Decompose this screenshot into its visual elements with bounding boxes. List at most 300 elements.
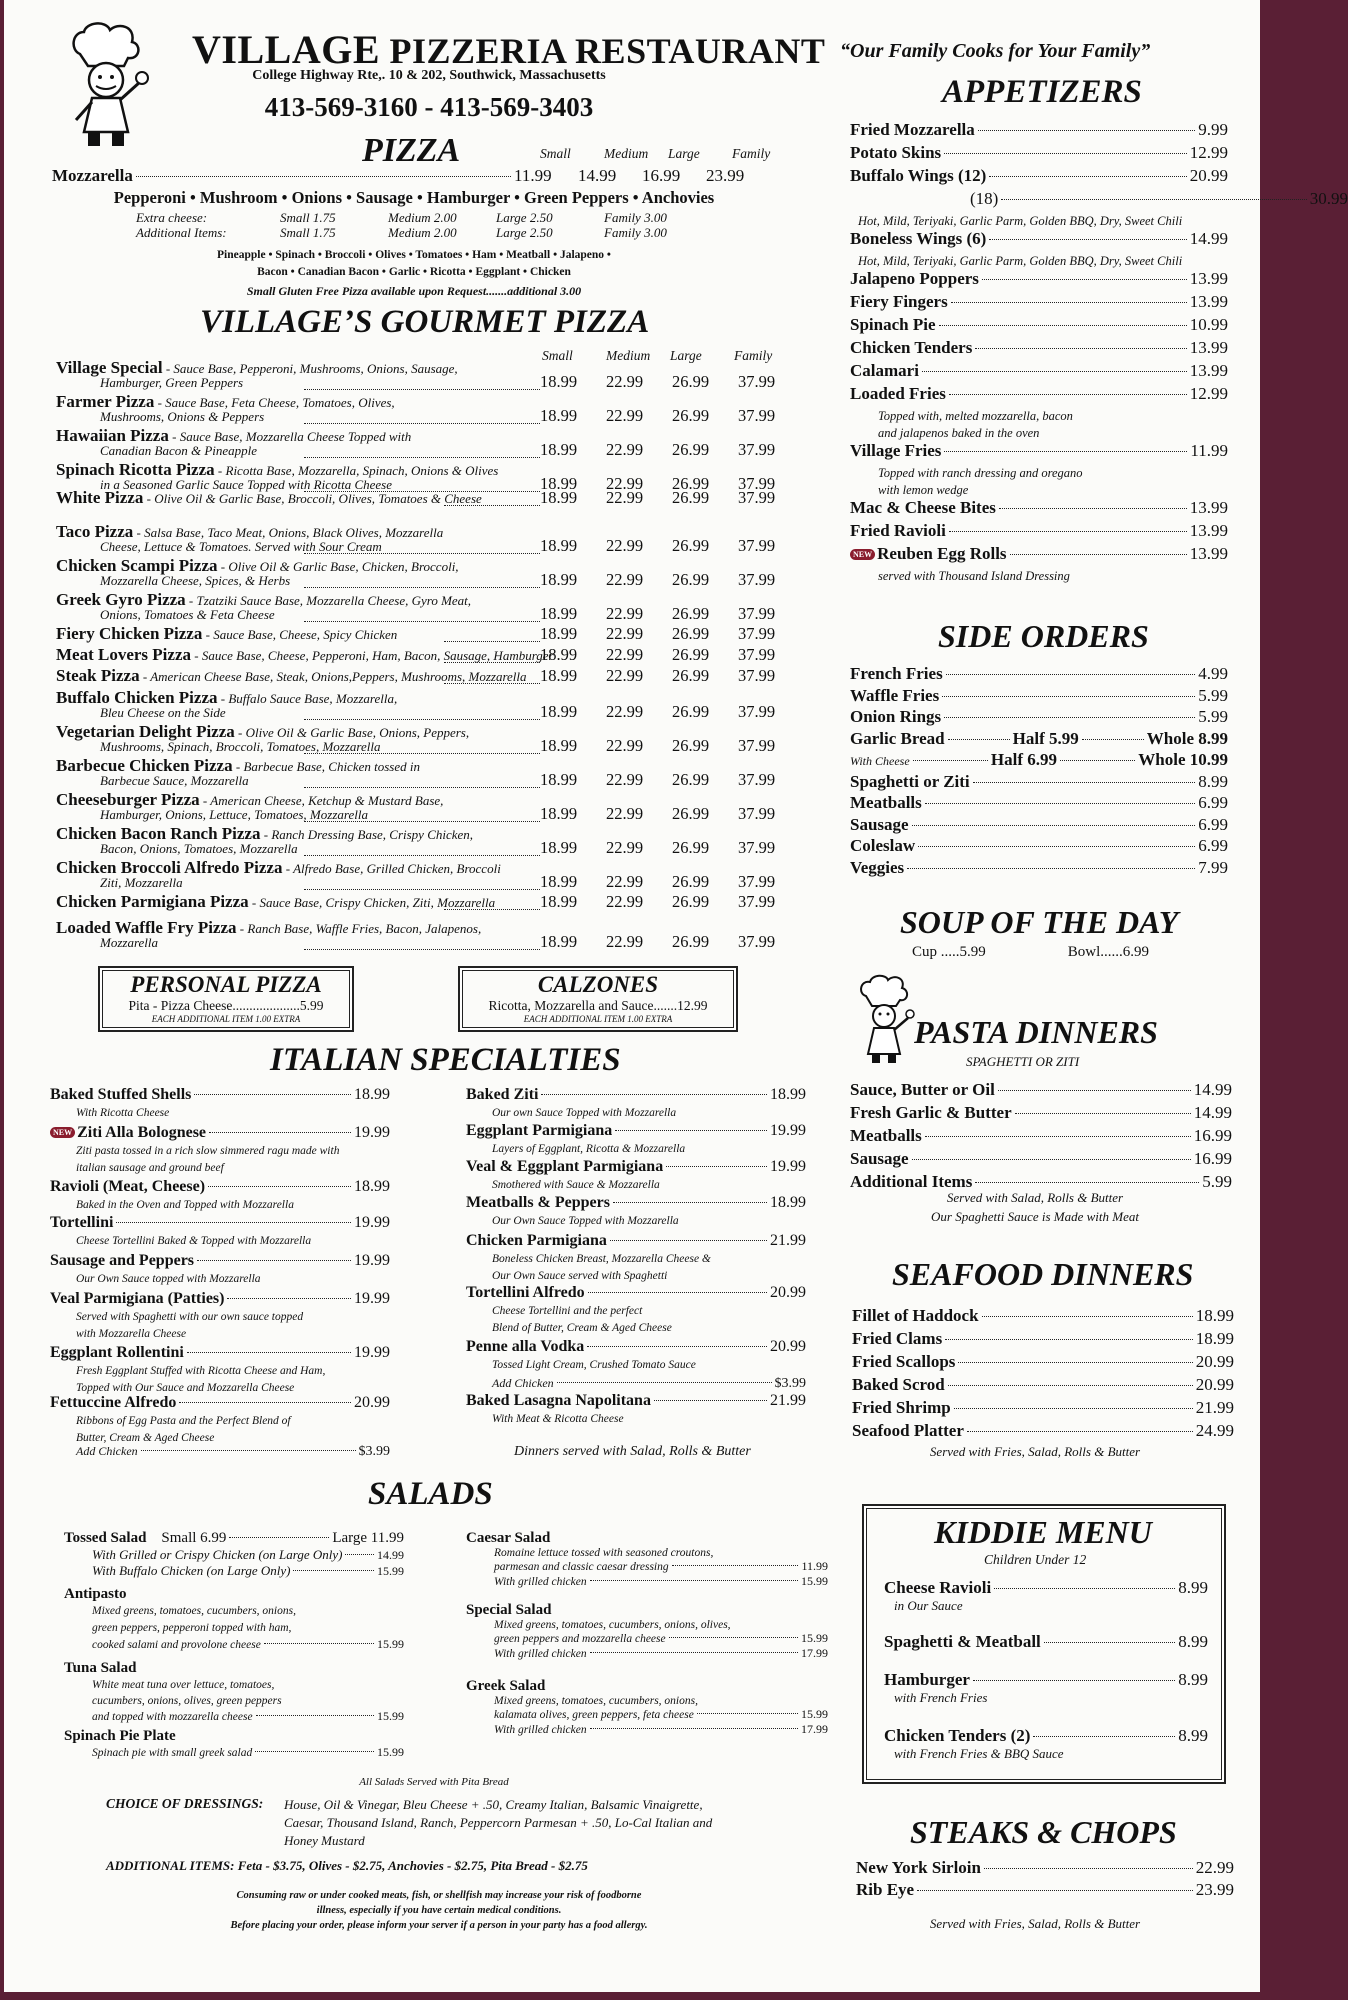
menu-item [850,189,1348,209]
leader-dots [1001,199,1306,200]
price: 16.99 [642,166,681,185]
leader-dots [666,1166,767,1167]
gourmet-item-desc: - [139,669,151,684]
menu-item-name: Chicken Tenders [850,338,973,357]
price: 18.99 [540,488,578,507]
gourmet-item-desc: - [217,559,229,574]
price: 18.99 [540,702,578,721]
menu-item [850,120,1228,140]
menu-item-price: 13.99 [1189,361,1228,380]
kiddie-item-note: with French Fries [894,1690,988,1705]
price: 37.99 [738,624,776,643]
italian-addon [76,1444,390,1460]
menu-item [850,384,1228,404]
price: 18.99 [540,838,578,857]
menu-item-price: 14.99 [1193,1103,1232,1122]
gourmet-item-desc: - [234,725,246,740]
price: 18.99 [540,440,578,459]
leader-dots [304,423,540,424]
menu-item-price: 6.99 [1198,836,1228,855]
italian-item-note: Our own Sauce Topped with Mozzarella [492,1107,677,1119]
gourmet-item-name: Steak Pizza [56,666,140,685]
price: 18.99 [540,406,578,425]
gourmet-item-prices [540,406,804,426]
italian-item [466,1232,806,1250]
personal-pizza-box [98,966,354,1032]
price: 22.99 [606,570,644,589]
price: Small 1.75 [280,210,336,225]
special-salad: Special Salad Mixed greens, tomatoes, cucumbers, onions, olives, green peppers and mozzarella cheese 15.99 With grilled chicken 17.99 [466,1602,828,1660]
italian-item-price: 20.99 [354,1394,390,1411]
price: Medium 2.00 [388,210,457,225]
restaurant-address: College Highway Rte,. 10 & 202, Southwick, Massachusetts [252,68,606,83]
menu-item [850,441,1228,461]
italian-item-name: Baked Stuffed Shells [50,1086,192,1103]
gourmet-item-prices [540,872,804,892]
calzones-box [458,966,738,1032]
price: 22.99 [606,645,644,664]
caesar-salad: Caesar Salad Romaine lettuce tossed with seasoned croutons, parmesan and classic caesar dressing 11.99 With grilled chicken 15.99 [466,1530,828,1588]
menu-item-price: 13.99 [1189,544,1228,563]
leader-dots [999,508,1187,509]
gourmet-item-desc: Sauce Base, Mozzarella Cheese Topped with [179,429,412,444]
price: Medium 2.00 [388,225,457,240]
gourmet-item-prices [540,624,804,644]
gourmet-item-desc: - [282,861,294,876]
leader-dots [615,1130,767,1131]
soup-title: SOUP OF THE DAY [900,904,1179,940]
kiddie-item [884,1670,1208,1690]
price: 18.99 [540,872,578,891]
spinach-pie-plate: Spinach Pie Plate Spinach pie with small greek salad 15.99 [64,1728,404,1759]
price: 37.99 [738,474,776,493]
italian-item-note: Cheese Tortellini Baked & Topped with Mozzarella [76,1235,312,1247]
gourmet-item-desc: - [260,827,272,842]
menu-item-name: Fiery Fingers [850,292,948,311]
leader-dots [194,1094,351,1095]
price: 18.99 [540,804,578,823]
menu-item [850,1103,1232,1123]
gourmet-item-prices [540,838,804,858]
menu-item [852,1306,1234,1326]
size-header: Family [732,146,771,161]
italian-item [50,1178,390,1196]
calzones-extra: EACH ADDITIONAL ITEM 1.00 EXTRA [523,1014,673,1024]
menu-item-price: 18.99 [1195,1306,1234,1325]
price: 22.99 [606,474,644,493]
price: 26.99 [672,488,710,507]
more-toppings-1: Pineapple • Spinach • Broccoli • Olives • Tomatoes • Ham • Meatball • Jalapeno • [217,249,611,261]
gourmet-item-prices [540,804,804,824]
steaks-note: Served with Fries, Salad, Rolls & Butter [929,1916,1141,1931]
menu-item-price: 13.99 [1189,269,1228,288]
price: 22.99 [606,702,644,721]
kiddie-item-name: Hamburger [884,1670,970,1689]
italian-item-note: Smothered with Sauce & Mozzarella [492,1179,660,1191]
leader-dots [998,1090,1191,1091]
menu-item-name: Seafood Platter [852,1421,964,1440]
menu-item [850,229,1228,249]
kiddie-item-name: Chicken Tenders (2) [884,1726,1031,1745]
italian-item-name: Veal & Eggplant Parmigiana [466,1158,664,1175]
gourmet-item-desc: Salsa Base, Taco Meat, Onions, Black Olives, Mozzarella [144,525,444,540]
menu-item-name: Fillet of Haddock [852,1306,979,1325]
price: 26.99 [672,536,710,555]
gourmet-item-desc: - [143,491,155,506]
leader-dots [989,176,1186,177]
gourmet-item-name: Vegetarian Delight Pizza [56,722,235,741]
menu-item [850,686,1228,706]
price: 37.99 [738,872,776,891]
leader-dots [939,325,1187,326]
price: 22.99 [606,372,644,391]
chef-logo-icon [62,20,158,150]
italian-item-price: 19.99 [354,1252,390,1269]
gourmet-item-desc2: in a Seasoned Garlic Sauce Topped with Ricotta Cheese [100,477,392,492]
menu-item-price: 13.99 [1189,292,1228,311]
gourmet-item-desc2: Bleu Cheese on the Side [100,705,226,720]
menu-item [850,361,1228,381]
price: 18.99 [540,666,578,685]
leader-dots [1082,739,1144,740]
menu-item [850,729,1228,749]
italian-item-name: Veal Parmigiana (Patties) [50,1290,225,1307]
menu-item [850,858,1228,878]
menu-item-price: 20.99 [1195,1375,1234,1394]
leader-dots [982,279,1187,280]
gourmet-item-desc: Sauce Base, Crispy Chicken, Ziti, Mozzarella [259,895,496,910]
seafood-title: SEAFOOD DINNERS [892,1256,1194,1292]
leader-dots [984,1868,1193,1869]
gourmet-item-prices [540,770,804,790]
price: 22.99 [606,872,644,891]
italian-item-price: 21.99 [770,1392,806,1409]
leader-dots [1044,1642,1175,1643]
gourmet-item-desc2: Ziti, Mozzarella [100,875,183,890]
personal-pizza-title: PERSONAL PIZZA [130,972,322,997]
price: 37.99 [738,932,776,951]
price: Large 2.50 [496,210,553,225]
price: 26.99 [672,770,710,789]
italian-item-note: Tossed Light Cream, Crushed Tomato Sauce [492,1359,696,1371]
menu-item [850,166,1228,186]
gourmet-item-name: Barbecue Chicken Pizza [56,756,233,775]
gourmet-item-name: Village Special [56,358,163,377]
menu-item-price: 14.99 [1189,229,1228,248]
italian-item [50,1394,390,1412]
price: 18.99 [540,372,578,391]
menu-item-name: Potato Skins [850,143,942,162]
price: 22.99 [606,488,644,507]
italian-item-name: Sausage and Peppers [50,1252,195,1269]
italian-title: ITALIAN SPECIALTIES [270,1042,621,1078]
price: 26.99 [672,838,710,857]
gourmet-size-headers [542,348,798,364]
italian-item-price: 18.99 [354,1178,390,1195]
size-header: Small [540,146,571,161]
price: 23.99 [706,166,745,185]
gourmet-item-name: Chicken Scampi Pizza [56,556,218,575]
leader-dots [975,348,1186,349]
menu-item-name: Fried Mozzarella [850,120,975,139]
gluten-free-note: Small Gluten Free Pizza available upon Request.......additional 3.00 [246,284,582,298]
food-warning: Consuming raw or under cooked meats, fish, or shellfish may increase your risk of foodborne illness, especially if you have certain medical conditions. Before placing your order, please inform your server if a person in your party has a food allergy. [230,1890,648,1931]
menu-item-price: 12.99 [1189,143,1228,162]
price: 22.99 [606,624,644,643]
leader-dots [208,1186,351,1187]
soup-prices: Cup .....5.99 Bowl......6.99 [912,944,1150,960]
gourmet-item-desc: - [214,463,226,478]
gourmet-item-name: Buffalo Chicken Pizza [56,688,218,707]
price: 26.99 [672,440,710,459]
leader-dots [304,587,540,588]
price: 37.99 [738,488,776,507]
menu-item [850,815,1228,835]
italian-item-price: 19.99 [354,1290,390,1307]
leader-dots [304,787,540,788]
menu-item-price: 20.99 [1195,1352,1234,1371]
menu-item [850,772,1228,792]
menu-item-price: 13.99 [1189,521,1228,540]
italian-item [466,1338,806,1356]
leader-dots [1015,1113,1191,1114]
gourmet-item-name: Chicken Parmigiana Pizza [56,892,249,911]
gourmet-item-desc: American Cheese Base, Steak, Onions,Peppers, Mushrooms, Mozzarella [150,669,527,684]
appetizers-title: APPETIZERS [942,74,1142,110]
pasta-subtitle: SPAGHETTI OR ZITI [966,1054,1080,1069]
italian-item [50,1214,390,1232]
menu-item-price: 21.99 [1195,1398,1234,1417]
italian-item-note: Butter, Cream & Aged Cheese [76,1432,215,1444]
gourmet-item-desc: Sauce Base, Cheese, Pepperoni, Ham, Bacon, Sausage, Hamburger [201,648,554,663]
menu-item-note: and jalapenos baked in the oven [878,426,1040,440]
additional-items-salads: ADDITIONAL ITEMS: Feta - $3.75, Olives - $2.75, Anchovies - $2.75, Pita Bread - $2.75 [106,1858,588,1873]
leader-dots [304,389,540,390]
italian-item-price: 20.99 [770,1338,806,1355]
leader-dots [949,531,1187,532]
gourmet-item-desc: - [199,793,211,808]
price: 37.99 [738,440,776,459]
italian-addon-price: $3.99 [358,1444,390,1459]
price: 22.99 [606,892,644,911]
tagline: “Our Family Cooks for Your Family” [840,40,1151,62]
gourmet-item-name: Farmer Pizza [56,392,155,411]
menu-item-price: 13.99 [1189,338,1228,357]
italian-item-price: 18.99 [354,1086,390,1103]
personal-pizza-extra: EACH ADDITIONAL ITEM 1.00 EXTRA [151,1014,301,1024]
italian-item-name: Tortellini [50,1214,114,1231]
menu-item-note: served with Thousand Island Dressing [878,569,1070,583]
chef-mascot-icon [856,974,918,1064]
additional-items-row: Additional Items: Small 1.75 Medium 2.00 Large 2.50 Family 3.00 [136,225,712,241]
price: 37.99 [738,666,776,685]
leader-dots [1010,554,1187,555]
gourmet-item-name: Greek Gyro Pizza [56,590,186,609]
italian-item-note: Blend of Butter, Cream & Aged Cheese [492,1322,672,1334]
leader-dots [946,674,1196,675]
menu-item [852,1398,1234,1418]
leader-dots [304,457,540,458]
salads-pita-note: All Salads Served with Pita Bread [359,1776,509,1788]
menu-item-price: 14.99 [1193,1080,1232,1099]
gourmet-item-desc2: Onions, Tomatoes & Feta Cheese [100,607,275,622]
leader-dots [141,1450,356,1451]
italian-item-note: Baked in the Oven and Topped with Mozzarella [76,1199,294,1211]
italian-addon [492,1376,806,1392]
italian-item-note: Layers of Eggplant, Ricotta & Mozzarella [492,1143,686,1155]
price: 37.99 [738,892,776,911]
italian-item-price: 19.99 [770,1158,806,1175]
kiddie-item-price: 8.99 [1178,1632,1208,1651]
more-toppings-2: Bacon • Canadian Bacon • Garlic • Ricotta • Eggplant • Chicken [257,266,571,278]
leader-dots [912,825,1196,826]
price: 26.99 [672,372,710,391]
menu-item-name: Additional Items [850,1172,973,1191]
leader-dots [209,1132,351,1133]
gourmet-item-desc2: Mozzarella Cheese, Spices, & Herbs [100,573,291,588]
menu-item-name: Onion Rings [850,707,942,726]
price: 37.99 [738,604,776,623]
italian-item-name: Eggplant Rollentini [50,1344,184,1361]
menu-item [852,1352,1234,1372]
italian-item [50,1290,390,1308]
italian-addon-name: Add Chicken [76,1444,138,1458]
menu-item-name: Baked Scrod [852,1375,945,1394]
menu-item [850,315,1228,335]
gourmet-item-name: White Pizza [56,488,144,507]
menu-item-price: 22.99 [1195,1858,1234,1877]
italian-item-note: Boneless Chicken Breast, Mozzarella Cheese & [492,1253,711,1265]
gourmet-item-desc: American Cheese, Ketchup & Mustard Base, [210,793,444,808]
italian-item [466,1194,806,1212]
leader-dots [912,1159,1191,1160]
price: 26.99 [672,736,710,755]
menu-item-price: 16.99 [1193,1126,1232,1145]
price: 37.99 [738,702,776,721]
size-header: Medium [606,348,651,363]
half-price: Half 5.99 [1012,728,1079,748]
price: Large 2.50 [496,225,553,240]
menu-item-note: Topped with, melted mozzarella, bacon [878,409,1073,423]
menu-item-price: 8.99 [1198,771,1228,791]
half-price: Half 6.99 [990,750,1058,769]
italian-item-note: Ziti pasta tossed in a rich slow simmered ragu made with [76,1145,340,1157]
kiddie-item [884,1632,1208,1652]
menu-item-price: 18.99 [1195,1329,1234,1348]
gourmet-item-desc2: Hamburger, Green Peppers [100,375,244,390]
menu-item-price: 20.99 [1189,166,1228,185]
price: 22.99 [606,770,644,789]
leader-dots [304,855,540,856]
menu-item-price: 5.99 [1202,1172,1232,1191]
menu-item-name: Spaghetti or Ziti [850,771,970,791]
tuna-salad: Tuna Salad White meat tuna over lettuce, tomatoes, cucumbers, onions, olives, green peppers and topped with mozzarella cheese 15.99 [64,1660,404,1723]
gourmet-item-prices [540,645,804,665]
leader-dots [541,1094,767,1095]
leader-dots [975,1182,1199,1183]
leader-dots [918,846,1195,847]
pasta-note-1: Served with Salad, Rolls & Butter [946,1190,1124,1205]
leader-dots [925,803,1195,804]
extra-cheese-row: Extra cheese: Small 1.75 Medium 2.00 Large 2.50 Family 3.00 [136,210,712,226]
price: 18.99 [540,736,578,755]
menu-item [850,1172,1232,1192]
price: 11.99 [514,166,552,185]
leader-dots [913,760,988,761]
leader-dots [945,1339,1193,1340]
size-header: Large [668,146,700,161]
calzones-line: Ricotta, Mozzarella and Sauce.......12.99 [488,998,708,1013]
italian-item-note: Our Own Sauce Topped with Mozzarella [492,1215,679,1227]
gourmet-item-desc: Sauce Base, Pepperoni, Mushrooms, Onions, Sausage, [173,361,458,376]
menu-item [852,1375,1234,1395]
gourmet-item-desc: - [248,895,260,910]
gourmet-item-prices [540,666,804,686]
gourmet-item-desc: Alfredo Base, Grilled Chicken, Broccoli [293,861,501,876]
menu-item [850,1149,1232,1169]
menu-item-price: 10.99 [1189,315,1228,334]
leader-dots [444,683,540,684]
steaks-title: STEAKS & CHOPS [910,1814,1177,1850]
gourmet-item-name: Meat Lovers Pizza [56,645,191,664]
tossed-salad: Tossed Salad Small 6.99 Large 11.99 With Grilled or Crispy Chicken (on Large Only) 14.99 With Buffalo Chicken (on Large Only) 15.99 [64,1530,404,1578]
price: 26.99 [672,604,710,623]
menu-item-name: Spinach Pie [850,315,936,334]
menu-item-name: Village Fries [850,441,942,460]
menu-item-name: Fried Ravioli [850,521,946,540]
italian-item-note: Our Own Sauce topped with Mozzarella [76,1273,261,1285]
leader-dots [944,451,1187,452]
pasta-note-2: Our Spaghetti Sauce is Made with Meat [931,1209,1139,1224]
gourmet-item-desc2: Mozzarella [100,935,159,950]
kiddie-item-price: 8.99 [1178,1726,1208,1745]
gourmet-item-name: Hawaiian Pizza [56,426,169,445]
gourmet-item-name: Loaded Waffle Fry Pizza [56,918,237,937]
menu-item-name: Mac & Cheese Bites [850,498,996,517]
italian-item-name: Eggplant Parmigiana [466,1122,613,1139]
price: Family 3.00 [604,225,667,240]
size-header: Medium [604,146,649,161]
price: 22.99 [606,666,644,685]
leader-dots [944,717,1195,718]
menu-item-price: 5.99 [1198,707,1228,726]
leader-dots [304,889,540,890]
italian-item-note: Ribbons of Egg Pasta and the Perfect Blend of [76,1415,291,1427]
italian-item-note: Served with Spaghetti with our own sauce topped [76,1311,304,1323]
menu-item-price: 23.99 [1195,1880,1234,1899]
menu-item [850,1126,1232,1146]
menu-item-note: with lemon wedge [878,483,969,497]
italian-item-note: with Mozzarella Cheese [76,1328,187,1340]
greek-salad: Greek Salad Mixed greens, tomatoes, cucumbers, onions, kalamata olives, green peppers, feta cheese 15.99 With grilled chicken 17.99 [466,1678,828,1736]
gourmet-item-prices [540,892,804,912]
leader-dots [610,1240,767,1241]
price: 37.99 [738,804,776,823]
price: 22.99 [606,804,644,823]
price: 37.99 [738,645,776,664]
menu-item-name: Fried Clams [852,1329,943,1348]
leader-dots [444,662,540,663]
menu-item-name: Sausage [850,814,909,834]
menu-item-name: Calamari [850,361,919,380]
menu-item-name: Waffle Fries [850,685,940,705]
gourmet-item-prices [540,604,804,624]
menu-item [850,521,1228,541]
price: 18.99 [540,645,578,664]
italian-item [50,1086,390,1104]
leader-dots [958,1362,1192,1363]
leader-dots [982,1316,1193,1317]
